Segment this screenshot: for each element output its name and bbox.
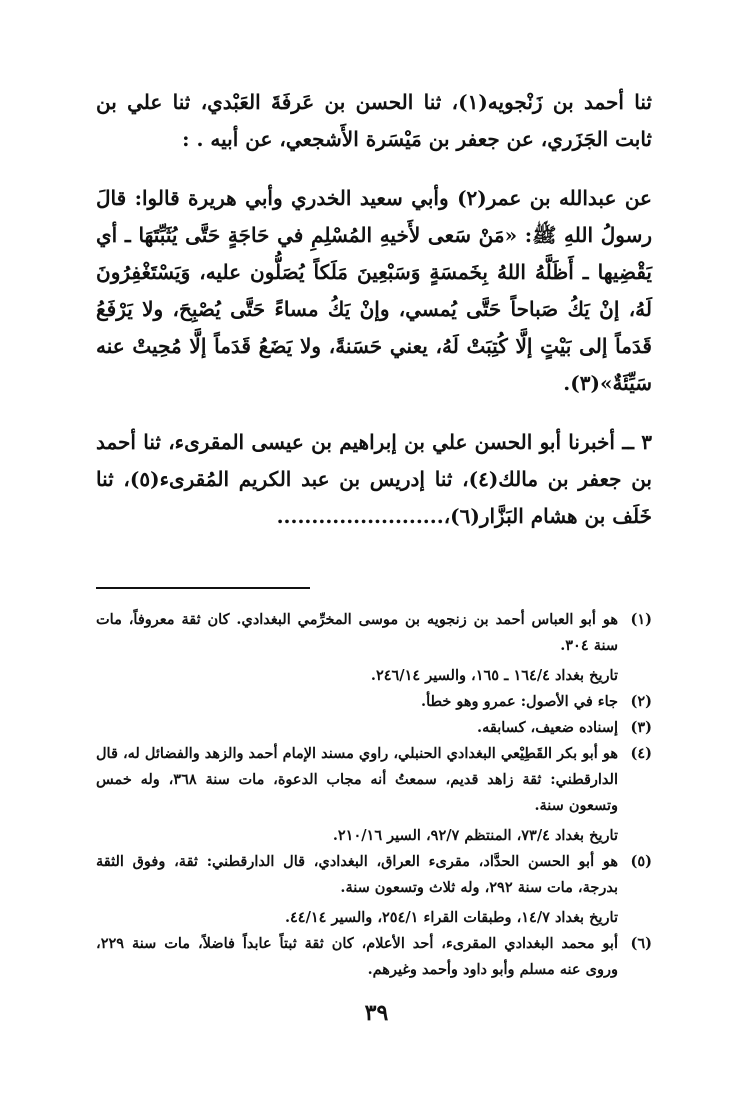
- paragraph-hadith: عن عبدالله بن عمر(٢) وأبي سعيد الخدري وأبي هريرة قالوا: قالَ رسولُ اللهِ ﷺ: «مَنْ سَعى لأَخيهِ المُسْلِمِ في حَاجَةٍ حَتَّى يُثَبِّتَهَا ـ أي يَقْضِيها ـ أَظَلَّهُ اللهُ بِخَمسَةٍ وَسَبْعِينَ مَلَكاً يُصَلُّون عليه، وَيَسْتَغْفِرُونَ لَهُ، إنْ يَكُ صَباحاً حَتَّى يُمسي، وإنْ يَكُ مساءً حَتَّى يُصْبِحَ، ولا يَرْفَعُ قَدَماً إلى بَيْتٍ إلَّا كُتِبَتْ لَهُ، يعني حَسَنةً، ولا يَضَعُ قَدَماً إلَّا مُحِيتْ عنه سَيِّئَةٌ»(٣).: [96, 186, 652, 395]
- footnote-text: جاء في الأصول: عمرو وهو خطأ.: [421, 693, 618, 710]
- continuation-dots: ........................: [276, 504, 444, 528]
- footnote-number: (٥): [630, 853, 652, 870]
- footnote-text: هو أبو بكر القَطِيْعي البغدادي الحنبلي، راوي مسند الإمام أحمد والزهد والفضائل له، قال الدارقطني: ثقة زاهد قديم، سمعتُ أنه مجاب الدعوة، مات سنة ٣٦٨، وله خمس وتسعون سنة.: [96, 745, 618, 814]
- footnote-reference: تاريخ بغداد ١٦٤/٤ ـ ١٦٥، والسير ٢٤٦/١٤.: [370, 667, 618, 684]
- footnote-number: (٢): [630, 693, 652, 710]
- page-number: ٣٩: [364, 1000, 389, 1026]
- footnotes: [96, 607, 652, 983]
- footnote-number: (٣): [630, 719, 652, 736]
- footnote-4: [96, 741, 652, 849]
- footnote-text: هو أبو العباس أحمد بن زنجويه بن موسى المخرِّمي البغدادي. كان ثقة معروفاً، مات سنة ٣٠٤.: [96, 611, 618, 654]
- paragraph-isnad: ثنا أحمد بن زَنْجويه(١)، ثنا الحسن بن عَرفَةَ العَبْدي، ثنا علي بن ثابت الجَزَري، عن جعفر بن مَيْسَرة الأَشجعي، عن أبيه . :: [96, 90, 653, 151]
- footnote-text: إسناده ضعيف، كسابقه.: [477, 719, 618, 736]
- footnote-number: (٦): [630, 935, 652, 952]
- footnote-number: (٤): [630, 745, 652, 762]
- page-body: [96, 84, 652, 983]
- paragraph-isnad-3: [96, 424, 652, 535]
- footnote-reference: تاريخ بغداد ١٤/٧، وطبقات القراء ٢٥٤/١، والسير ٤٤/١٤.: [284, 909, 618, 926]
- isnad-3-text: ٣ ــ أخبرنا أبو الحسن علي بن إبراهيم بن عيسى المقرىء، ثنا أحمد بن جعفر بن مالك(٤)، ثنا إدريس بن عبد الكريم المُقرىء(٥)، ثنا خَلَف بن هشام البَزَّار(٦)،: [96, 430, 653, 528]
- footnote-3: [96, 715, 652, 741]
- footnote-text: أبو محمد البغدادي المقرىء، أحد الأعلام، كان ثقة ثبتاً عابداً فاضلاً، مات سنة ٢٢٩، وروى عنه مسلم وأبو داود وأحمد وغيرهم.: [96, 935, 618, 978]
- footnote-separator: [96, 587, 310, 589]
- footnote-1: [96, 607, 652, 689]
- main-text: [96, 84, 652, 535]
- footnote-text: هو أبو الحسن الحدَّاد، مقرىء العراق، البغدادي، قال الدارقطني: ثقة، وفوق الثقة بدرجة، مات سنة ٢٩٢، وله ثلاث وتسعون سنة.: [96, 853, 618, 896]
- footnote-6: [96, 931, 652, 983]
- footnote-reference: تاريخ بغداد ٧٣/٤، المنتظم ٩٢/٧، السير ٢١٠/١٦.: [332, 827, 618, 844]
- footnote-2: [96, 689, 652, 715]
- footnote-number: (١): [630, 611, 652, 628]
- footnote-5: [96, 849, 652, 931]
